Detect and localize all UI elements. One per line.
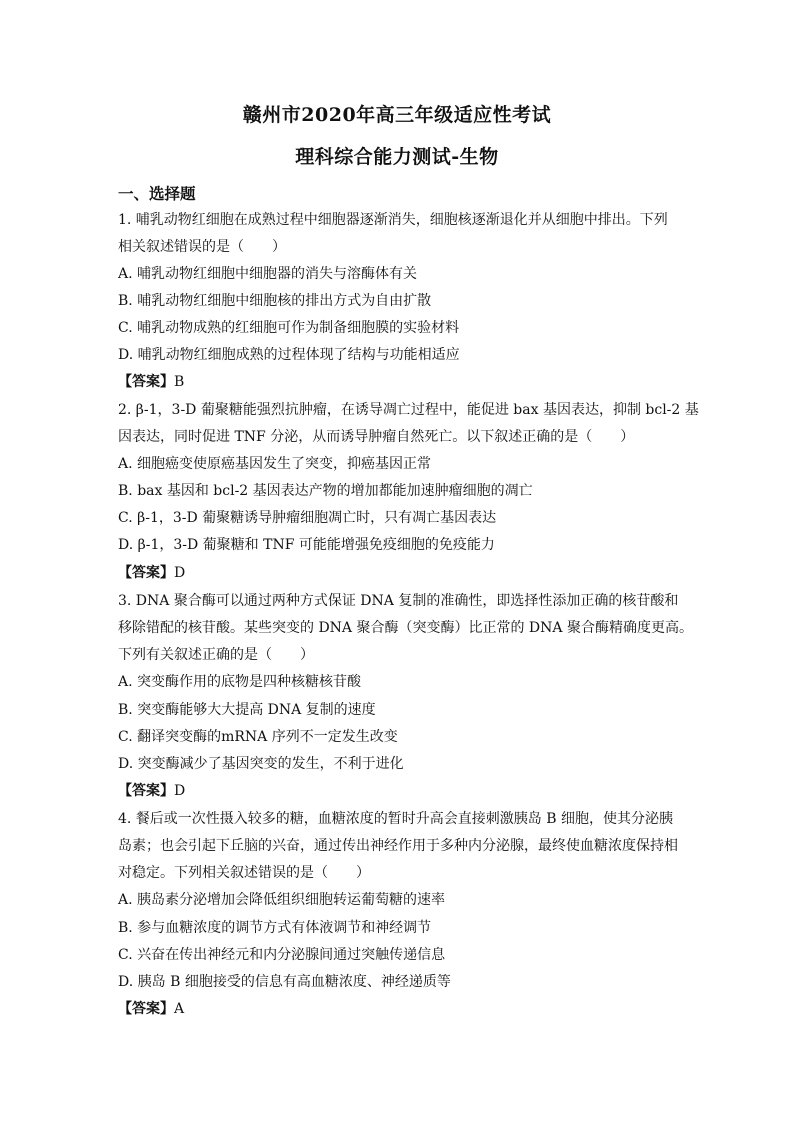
question-1-stem-line-2: 相关叙述错误的是（ ） bbox=[118, 239, 286, 255]
section-heading: 一、选择题 bbox=[118, 184, 196, 203]
answer-value: B bbox=[174, 374, 185, 390]
question-2-option-c: C. β-1，3-D 葡聚糖诱导肿瘤细胞凋亡时，只有凋亡基因表达 bbox=[118, 510, 497, 526]
answer-label: 【答案】 bbox=[118, 1001, 174, 1017]
question-3-option-a: A. 突变酶作用的底物是四种核糖核苷酸 bbox=[118, 674, 362, 690]
question-3-stem-line-1: 3. DNA 聚合酶可以通过两种方式保证 DNA 复制的准确性，即选择性添加正确的核苷酸和 bbox=[118, 593, 679, 609]
answer-value: D bbox=[174, 565, 186, 581]
question-4-answer bbox=[118, 999, 680, 1019]
question-1-option-c: C. 哺乳动物成熟的红细胞可作为制备细胞膜的实验材料 bbox=[118, 320, 460, 336]
answer-label: 【答案】 bbox=[118, 565, 174, 581]
answer-label: 【答案】 bbox=[118, 374, 174, 390]
question-4-option-d: D. 胰岛 B 细胞接受的信息有高血糖浓度、神经递质等 bbox=[118, 974, 451, 990]
question-3-stem-line-2: 移除错配的核苷酸。某些突变的 DNA 聚合酶（突变酶）比正常的 DNA 聚合酶精确度更高。 bbox=[118, 620, 693, 636]
question-1-answer bbox=[118, 372, 680, 392]
page-title: 赣州市2020年高三年级适应性考试 bbox=[242, 104, 552, 126]
question-3-option-b: B. 突变酶能够大大提高 DNA 复制的速度 bbox=[118, 702, 376, 718]
question-2-option-a: A. 细胞癌变使原癌基因发生了突变，抑癌基因正常 bbox=[118, 456, 432, 472]
answer-label: 【答案】 bbox=[118, 783, 174, 799]
question-1-option-a: A. 哺乳动物红细胞中细胞器的消失与溶酶体有关 bbox=[118, 266, 418, 282]
question-4-stem-line-2: 岛素；也会引起下丘脑的兴奋，通过传出神经作用于多种内分泌腺，最终使血糖浓度保持相 bbox=[118, 838, 678, 854]
answer-value: A bbox=[174, 1001, 185, 1017]
question-2-stem-line-2: 因表达，同时促进 TNF 分泌，从而诱导肿瘤自然死亡。以下叙述正确的是（ ） bbox=[118, 429, 635, 445]
question-3-option-d: D. 突变酶减少了基因突变的发生，不利于进化 bbox=[118, 756, 404, 772]
question-2-stem-line-1: 2. β-1，3-D 葡聚糖能强烈抗肿瘤，在诱导凋亡过程中，能促进 bax 基因表达，抑制 bcl-2 基 bbox=[118, 402, 699, 418]
page-subtitle: 理科综合能力测试-生物 bbox=[295, 146, 499, 168]
answer-value: D bbox=[174, 783, 186, 799]
question-1-stem-line-1: 1. 哺乳动物红细胞在成熟过程中细胞器逐渐消失，细胞核逐渐退化并从细胞中排出。下列 bbox=[118, 212, 668, 228]
question-3-answer bbox=[118, 781, 680, 801]
question-2-answer bbox=[118, 563, 680, 583]
question-3-stem-line-3: 下列有关叙述正确的是（ ） bbox=[118, 647, 314, 663]
question-3-option-c: C. 翻译突变酶的mRNA 序列不一定发生改变 bbox=[118, 729, 398, 745]
question-4-option-a: A. 胰岛素分泌增加会降低组织细胞转运葡萄糖的速率 bbox=[118, 892, 446, 908]
question-2-option-b: B. bax 基因和 bcl-2 基因表达产物的增加都能加速肿瘤细胞的凋亡 bbox=[118, 483, 533, 499]
question-1-option-d: D. 哺乳动物红细胞成熟的过程体现了结构与功能相适应 bbox=[118, 347, 460, 363]
question-2-option-d: D. β-1，3-D 葡聚糖和 TNF 可能能增强免疫细胞的免疫能力 bbox=[118, 537, 495, 553]
question-4-option-c: C. 兴奋在传出神经元和内分泌腺间通过突触传递信息 bbox=[118, 947, 446, 963]
question-1-option-b: B. 哺乳动物红细胞中细胞核的排出方式为自由扩散 bbox=[118, 293, 432, 309]
question-4-stem-line-3: 对稳定。下列相关叙述错误的是（ ） bbox=[118, 865, 370, 881]
question-4-option-b: B. 参与血糖浓度的调节方式有体液调节和神经调节 bbox=[118, 920, 432, 936]
question-4-stem-line-1: 4. 餐后或一次性摄入较多的糖，血糖浓度的暂时升高会直接刺激胰岛 B 细胞，使其分泌胰 bbox=[118, 811, 673, 827]
